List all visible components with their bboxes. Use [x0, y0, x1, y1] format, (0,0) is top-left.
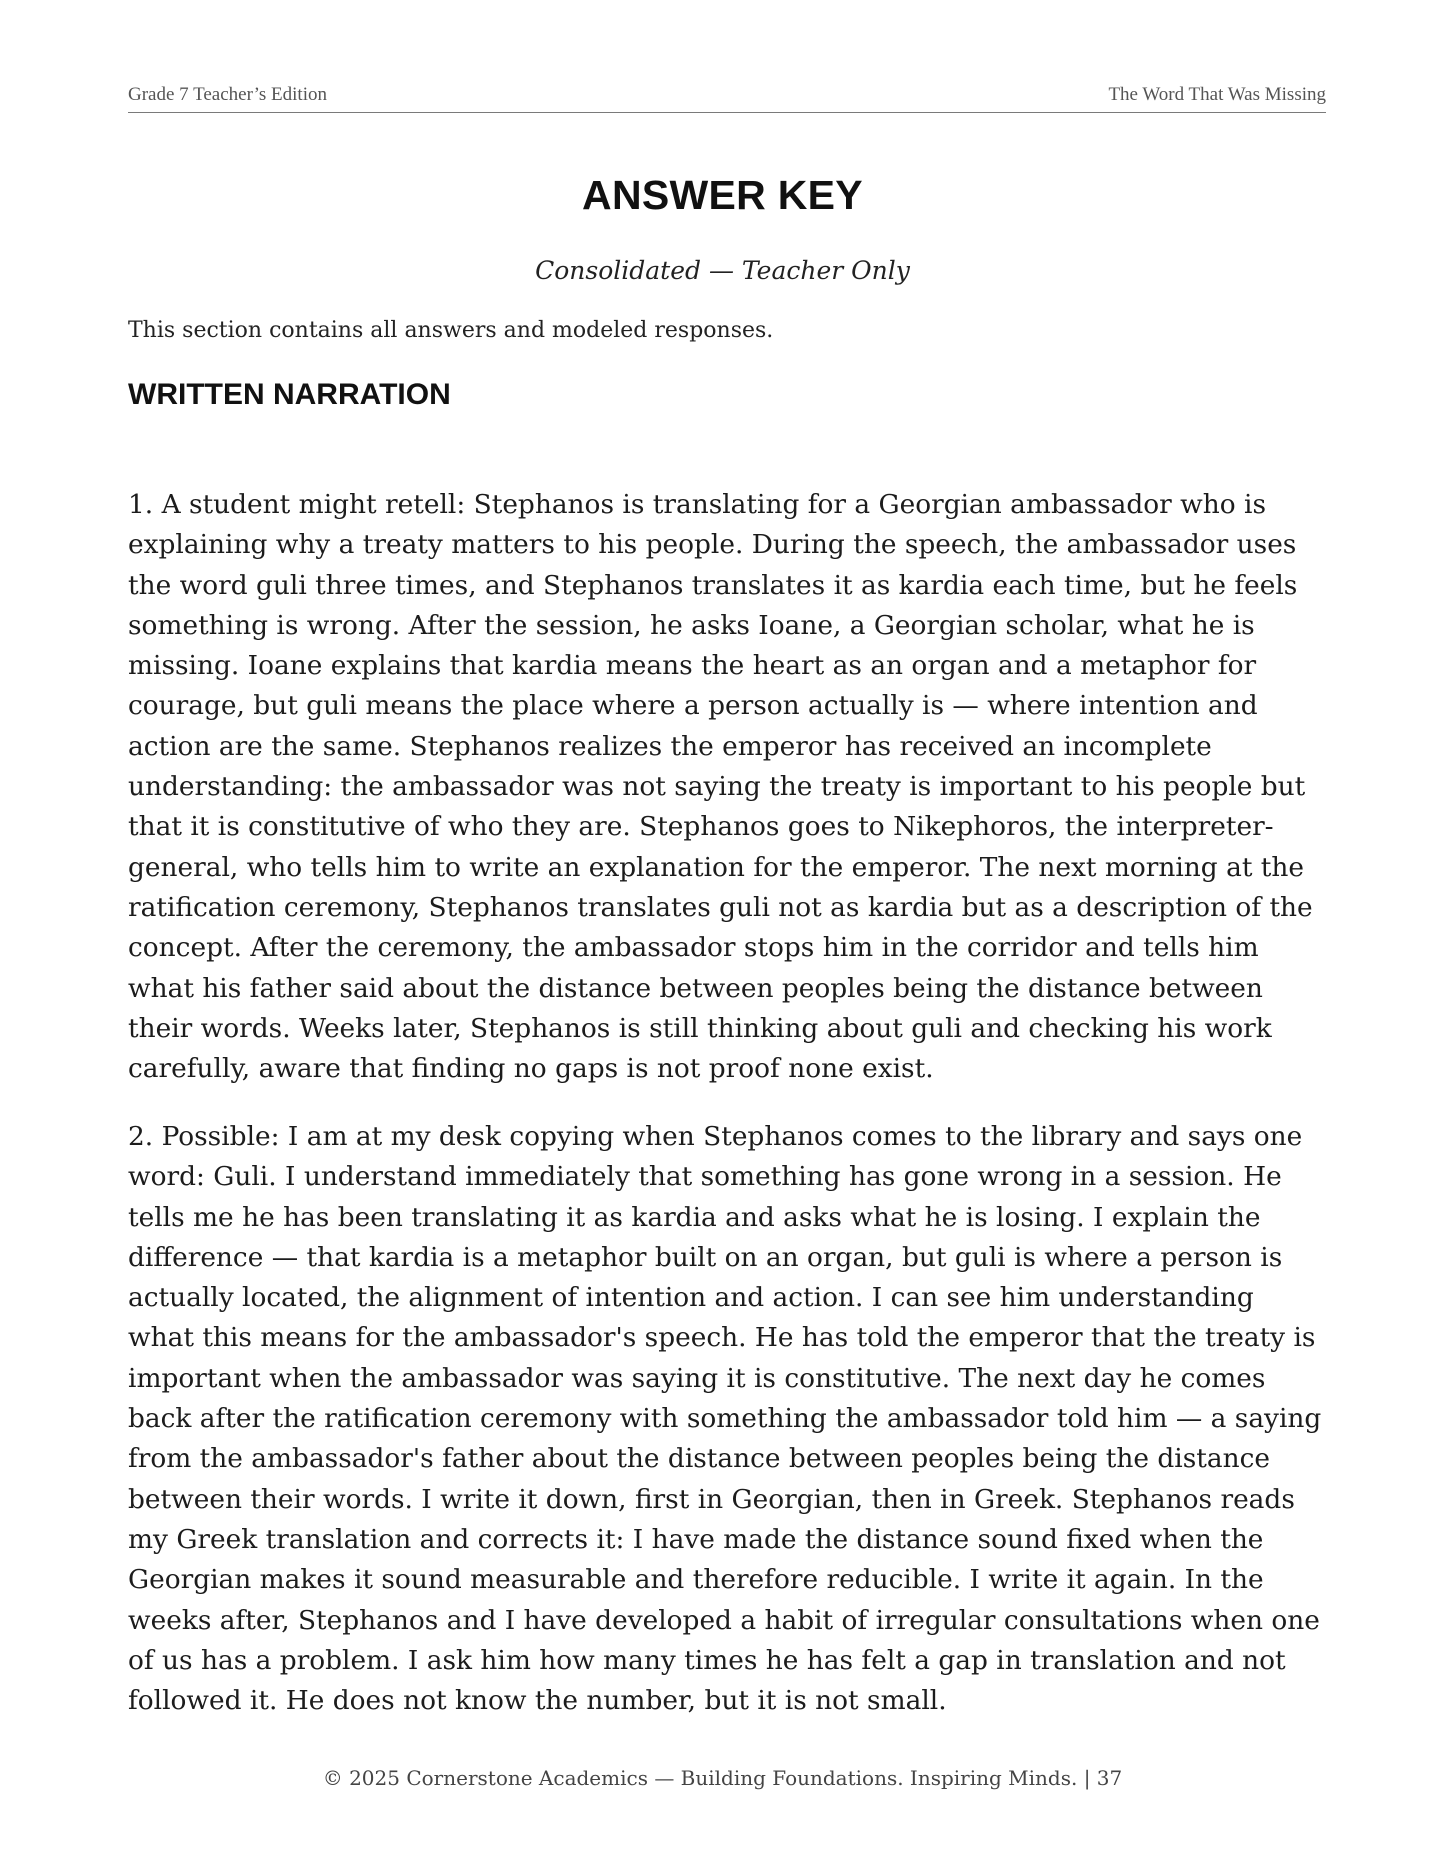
header-story-title: The Word That Was Missing [1108, 84, 1326, 105]
header-edition-label: Grade 7 Teacher’s Edition [128, 84, 327, 105]
page-footer: © 2025 Cornerstone Academics — Building Foundations. Inspiring Minds. | 37 [322, 1766, 1123, 1790]
answer-paragraph-1: 1. A student might retell: Stephanos is translating for a Georgian ambassador who is explaining why a treaty matters to his people. During the speech, the ambassador uses the word guli three times, and Stephanos translates it as kardia each time, but he feels something is wrong. After the session, he asks Ioane, a Georgian scholar, what he is missing. Ioane explains that kardia means the heart as an organ and a metaphor for courage, but guli means the place where a person actually is — where intention and action are the same. Stephanos realizes the emperor has received an incomplete understanding: the ambassador was not saying the treaty is important to his people but that it is constitutive of who they are. Stephanos goes to Nikephoros, the interpreter-general, who tells him to write an explanation for the emperor. The next morning at the ratification ceremony, Stephanos translates guli not as kardia but as a description of the concept. After the ceremony, the ambassador stops him in the corridor and tells him what his father said about the distance between peoples being the distance between their words. Weeks later, Stephanos is still thinking about guli and checking his work carefully, aware that finding no gaps is not proof none exist. [128, 489, 1313, 1085]
running-header [128, 84, 1326, 113]
intro-text: This section contains all answers and modeled responses. [128, 318, 774, 343]
page-subtitle: Consolidated — Teacher Only [535, 256, 910, 285]
page-title: ANSWER KEY [582, 172, 863, 218]
section-heading: WRITTEN NARRATION [128, 378, 451, 411]
answer-paragraph-2: 2. Possible: I am at my desk copying when Stephanos comes to the library and says one word: Guli. I understand immediately that something has gone wrong in a session. He tells me he has been translating it as kardia and asks what he is losing. I explain the difference — that kardia is a metaphor built on an organ, but guli is where a person is actually located, the alignment of intention and action. I can see him understanding what this means for the ambassador's speech. He has told the emperor that the treaty is important when the ambassador was saying it is constitutive. The next day he comes back after the ratification ceremony with something the ambassador told him — a saying from the ambassador's father about the distance between peoples being the distance between their words. I write it down, first in Georgian, then in Greek. Stephanos reads my Greek translation and corrects it: I have made the distance sound fixed when the Georgian makes it sound measurable and therefore reducible. I write it again. In the weeks after, Stephanos and I have developed a habit of irregular consultations when one of us has a problem. I ask him how many times he has felt a gap in translation and not followed it. He does not know the number, but it is not small. [128, 1121, 1322, 1717]
